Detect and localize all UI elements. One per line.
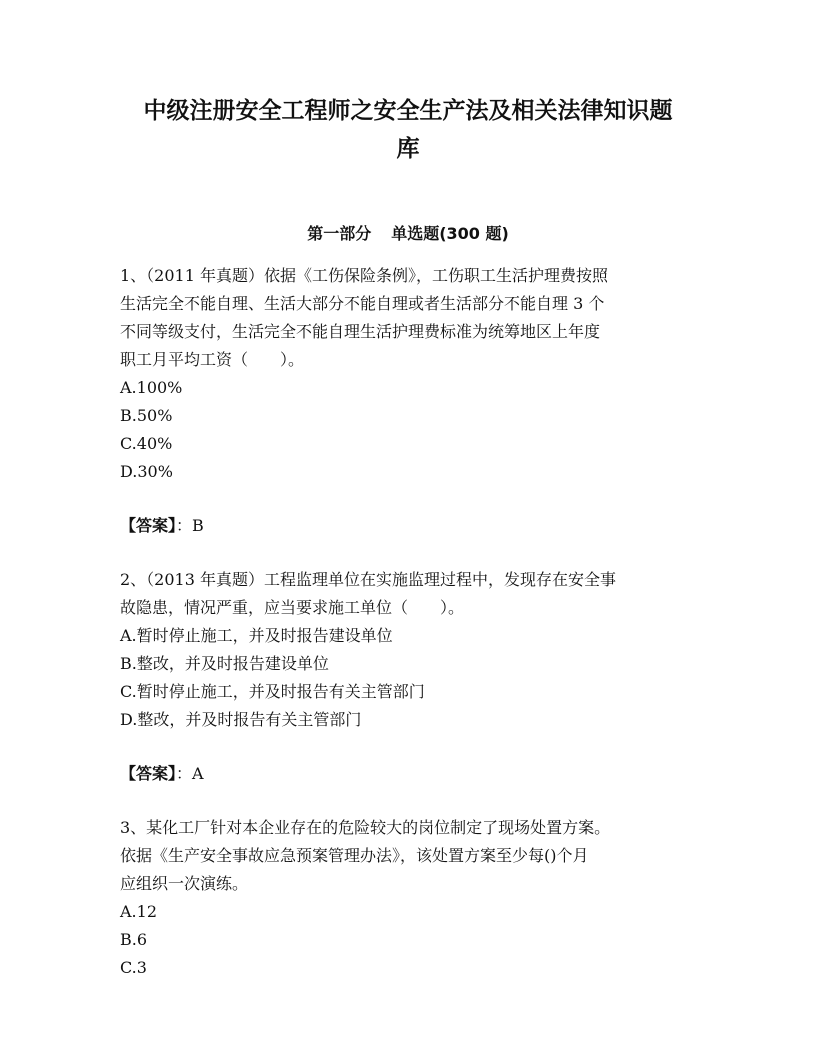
question-text-line: 应组织一次演练。 [120, 874, 249, 893]
document-title [120, 92, 696, 168]
option-d: D.整改，并及时报告有关主管部门 [120, 710, 362, 729]
option-d: D.30% [120, 462, 173, 481]
option-a: A.12 [120, 902, 157, 921]
option-c: C.暂时停止施工，并及时报告有关主管部门 [120, 682, 425, 701]
question-text-line: 2、（2013 年真题）工程监理单位在实施监理过程中，发现存在安全事 [120, 570, 616, 589]
question-text-line: 故隐患，情况严重，应当要求施工单位（ ）。 [120, 598, 465, 617]
answer-value: ：B [176, 516, 204, 535]
question-text-line: 不同等级支付，生活完全不能自理生活护理费标准为统筹地区上年度 [120, 322, 601, 341]
option-a: A.100% [120, 378, 183, 397]
question-1 [120, 262, 696, 540]
title-line-2: 库 [396, 136, 420, 162]
option-b: B.50% [120, 406, 173, 425]
section-heading [0, 222, 816, 246]
answer-line [120, 512, 696, 540]
question-text-line: 生活完全不能自理、生活大部分不能自理或者生活部分不能自理 3 个 [120, 294, 605, 313]
question-text-line: 依据《生产安全事故应急预案管理办法》，该处置方案至少每()个月 [120, 846, 589, 865]
option-c: C.3 [120, 958, 147, 977]
section-part: 第一部分 [307, 224, 372, 243]
question-text-line: 1、（2011 年真题）依据《工伤保险条例》，工伤职工生活护理费按照 [120, 266, 608, 285]
answer-value: ：A [176, 764, 204, 783]
question-3 [120, 814, 696, 982]
question-list [120, 262, 696, 982]
option-a: A.暂时停止施工，并及时报告建设单位 [120, 626, 393, 645]
question-2 [120, 566, 696, 788]
answer-label: 【答案】 [120, 764, 177, 783]
title-line-1: 中级注册安全工程师之安全生产法及相关法律知识题 [143, 98, 673, 124]
option-c: C.40% [120, 434, 173, 453]
answer-line [120, 760, 696, 788]
question-text-line: 3、某化工厂针对本企业存在的危险较大的岗位制定了现场处置方案。 [120, 818, 611, 837]
option-b: B.整改，并及时报告建设单位 [120, 654, 329, 673]
answer-label: 【答案】 [120, 516, 177, 535]
section-type: 单选题(300 题) [391, 224, 509, 243]
question-text-line: 职工月平均工资（ ）。 [120, 350, 305, 369]
option-b: B.6 [120, 930, 148, 949]
